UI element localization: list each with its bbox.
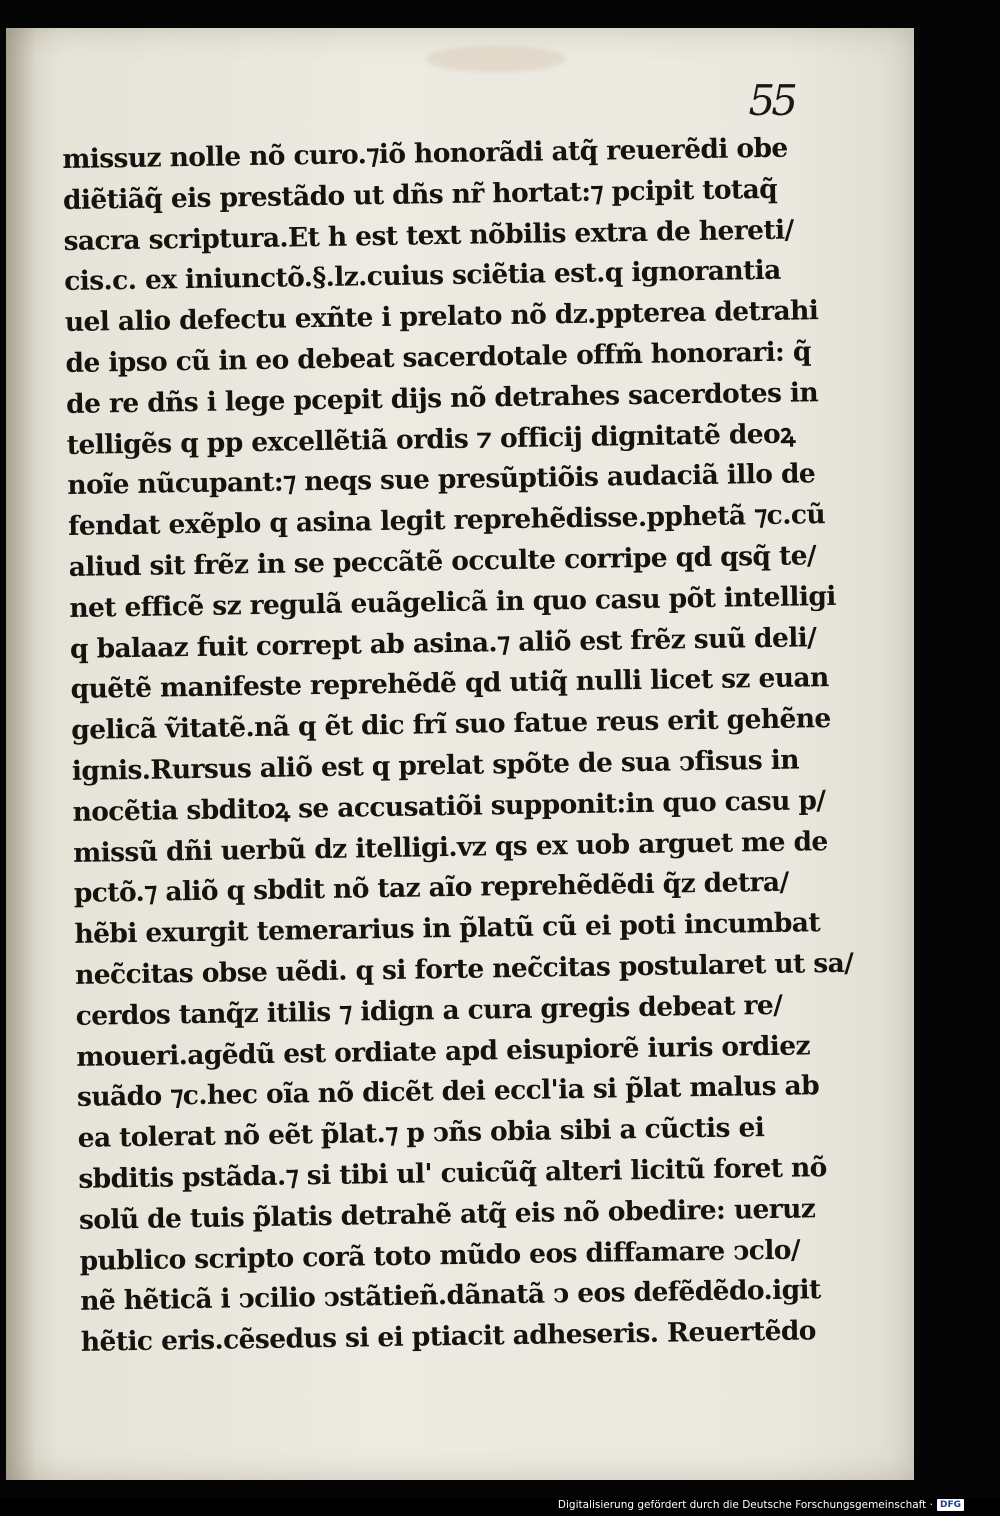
text-line: publico scripto corã toto mũdo eos diffamare ↄclo/: [79, 1234, 801, 1277]
text-line: solũ de tuis p̃latis detrahẽ atq̃ eis nõ obedire: ueruz: [78, 1193, 816, 1236]
text-line: hẽtic eris.cẽsedus si ei ptiacit adheseris. Reuertẽdo: [80, 1315, 817, 1358]
text-line: cis.c. ex iniunctõ.§.lz.cuius sciẽtia est.q ignorantia: [63, 255, 781, 298]
text-line: pctõ.⁊ aliõ q sbdit nõ taz aĩo reprehẽdẽdi q̃z detra/: [73, 867, 789, 910]
text-line: missuz nolle nõ curo.⁊iõ honorãdi atq̃ reuerẽdi obe: [62, 132, 788, 175]
text-line: net efficẽ sz regulã euãgelicã in quo casu põt intelligi: [69, 580, 836, 624]
text-line: moueri.agẽdũ est ordiate apd eisupiorẽ iuris ordiez: [76, 1029, 811, 1073]
text-line: missũ dñi uerbũ dz itelligi.vz qs ex uob arguet me de: [72, 825, 828, 869]
text-line: nocẽtia sbditoꝝ se accusatiõi supponit:in quo casu p/: [72, 784, 826, 828]
text-line: fendat exẽplo q asina legit reprehẽdisse.pphetã ⁊c.cũ: [67, 499, 826, 543]
text-line: ea tolerat nõ eẽt p̃lat.⁊ p ↄñs obia sibi a cũctis ei: [77, 1112, 765, 1154]
text-line: gelicã ṽitatẽ.nã q ẽt dic frĩ suo fatue reus erit gehẽne: [71, 703, 831, 747]
text-line: hẽbi exurgit temerarius in p̃latũ cũ ei poti incumbat: [74, 907, 821, 951]
ink-bleed-stain: [426, 46, 566, 72]
text-block: [62, 128, 861, 1364]
credit-text: Digitalisierung gefördert durch die Deutsche Forschungsgemeinschaft ·: [557, 1499, 933, 1511]
text-line: diẽtiãq̃ eis prestãdo ut dñs nr̃ hortat:⁊ pcipit totaq̃: [62, 173, 778, 216]
text-line: uel alio defectu exñte i prelato nõ dz.ppterea detrahi: [64, 295, 819, 339]
page-gutter-shadow: [6, 28, 36, 1480]
text-line: nec̃citas obse uẽdi. q si forte nec̃citas postularet ut sa/: [74, 947, 854, 991]
text-line: suãdo ⁊c.hec oĩa nõ dicẽt dei eccl'ia si p̃lat malus ab: [76, 1070, 820, 1114]
folio-number: 55: [748, 76, 794, 125]
text-line: ignis.Rursus aliõ est q prelat spõte de sua ↄfisus in: [71, 744, 800, 787]
text-line: de ipso cũ in eo debeat sacerdotale offm̃ honorari: q̃: [65, 336, 812, 379]
text-line: noĩe nũcupant:⁊ neqs sue presũptiõis audaciã illo de: [67, 458, 816, 502]
text-line: aliud sit frẽz in se peccãtẽ occulte corripe qd qsq̃ te/: [68, 540, 817, 583]
text-line: quẽtẽ manifeste reprehẽdẽ qd utiq̃ nulli licet sz euan: [70, 662, 829, 706]
text-line: de re dñs i lege pcepit dijs nõ detrahes sacerdotes in: [65, 376, 819, 420]
book-page: [6, 28, 914, 1480]
text-line: cerdos tanq̃z itilis ⁊ idign a cura gregis debeat re/: [75, 989, 783, 1032]
text-line: telligẽs q pp excellẽtiã ordis ⁊ officij dignitatẽ deoꝝ: [66, 418, 796, 461]
text-line: nẽ hẽticã i ↄcilio ↄstãtieñ.dãnatã ↄ eos defẽdẽdo.igit: [80, 1274, 821, 1318]
digitization-credit: [558, 1498, 964, 1512]
text-line: sbditis pstãda.⁊ si tibi ul' cuicũq̃ alteri licitũ foret nõ: [78, 1152, 827, 1195]
text-line: q balaaz fuit corrept ab asina.⁊ aliõ est frẽz suũ deli/: [69, 621, 817, 665]
dfg-logo-icon: DFG: [937, 1499, 964, 1511]
text-line: sacra scriptura.Et h est text nõbilis extra de hereti/: [63, 214, 794, 257]
